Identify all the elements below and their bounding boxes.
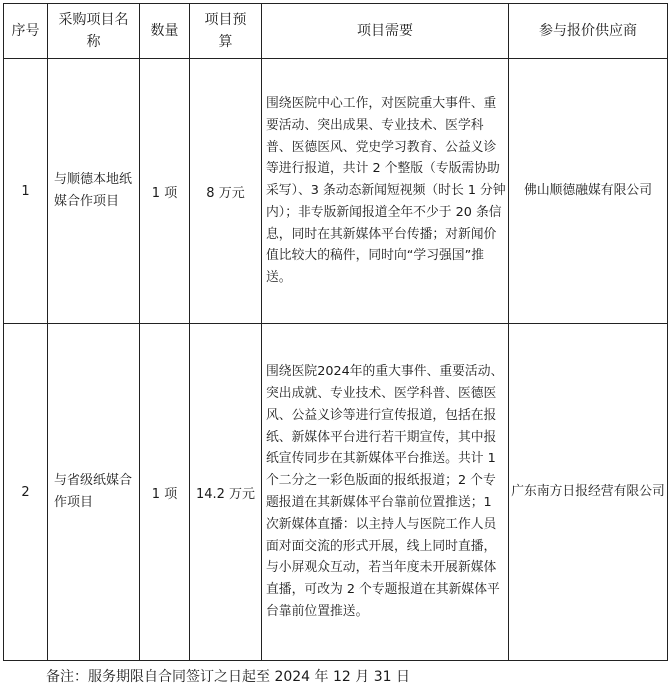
- header-qty: 数量: [140, 4, 190, 59]
- cell-seq: 2: [4, 324, 48, 661]
- table-row: [4, 59, 668, 324]
- header-name: [48, 4, 140, 59]
- table-row: [4, 324, 668, 661]
- header-supplier: 参与报价供应商: [509, 4, 668, 59]
- cell-budget: 14.2 万元: [190, 324, 262, 661]
- header-needs: 项目需要: [262, 4, 509, 59]
- cell-supplier: 佛山顺德融媒有限公司: [509, 59, 668, 324]
- cell-budget: 8 万元: [190, 59, 262, 324]
- cell-qty: 1 项: [140, 59, 190, 324]
- cell-name: 与省级纸媒合作项目: [48, 324, 140, 661]
- cell-needs: 围绕医院2024年的重大事件、重要活动、突出成就、专业技术、医学科普、医德医风、公益义诊等进行宣传报道，包括在报纸、新媒体平台进行若干期宣传，其中报纸宣传同步在其新媒体平台推送。共计 1 个二分之一彩色版面的报纸报道；2 个专题报道在其新媒体平台靠前位置推送；1 次新媒体直播：以主持人与医院工作人员面对面交流的形式开展，线上同时直播，与小屏观众互动，若当年度未开展新媒体直播，可改为 2 个专题报道在其新媒体平台靠前位置推送。: [262, 324, 509, 661]
- cell-supplier: 广东南方日报经营有限公司: [509, 324, 668, 661]
- header-budget: [190, 4, 262, 59]
- header-budget-text: 项目预算: [204, 12, 247, 50]
- header-seq: 序号: [4, 4, 48, 59]
- cell-needs: 围绕医院中心工作，对医院重大事件、重要活动、突出成果、专业技术、医学科普、医德医风、党史学习教育、公益义诊等进行报道，共计 2 个整版（专版需协助采写）、3 条动态新闻短视频（时长 1 分钟内）；非专版新闻报道全年不少于 20 条信息，同时在其新媒体平台传播；对新闻价值比较大的稿件，同时向“学习强国”推送。: [262, 59, 509, 324]
- header-row: [4, 4, 668, 59]
- header-name-text: 采购项目名称: [58, 12, 129, 50]
- cell-name: 与顺德本地纸媒合作项目: [48, 59, 140, 324]
- footnote: 备注：服务期限自合同签订之日起至 2024 年 12 月 31 日: [46, 669, 410, 685]
- cell-qty: 1 项: [140, 324, 190, 661]
- procurement-table: [3, 3, 668, 661]
- cell-seq: 1: [4, 59, 48, 324]
